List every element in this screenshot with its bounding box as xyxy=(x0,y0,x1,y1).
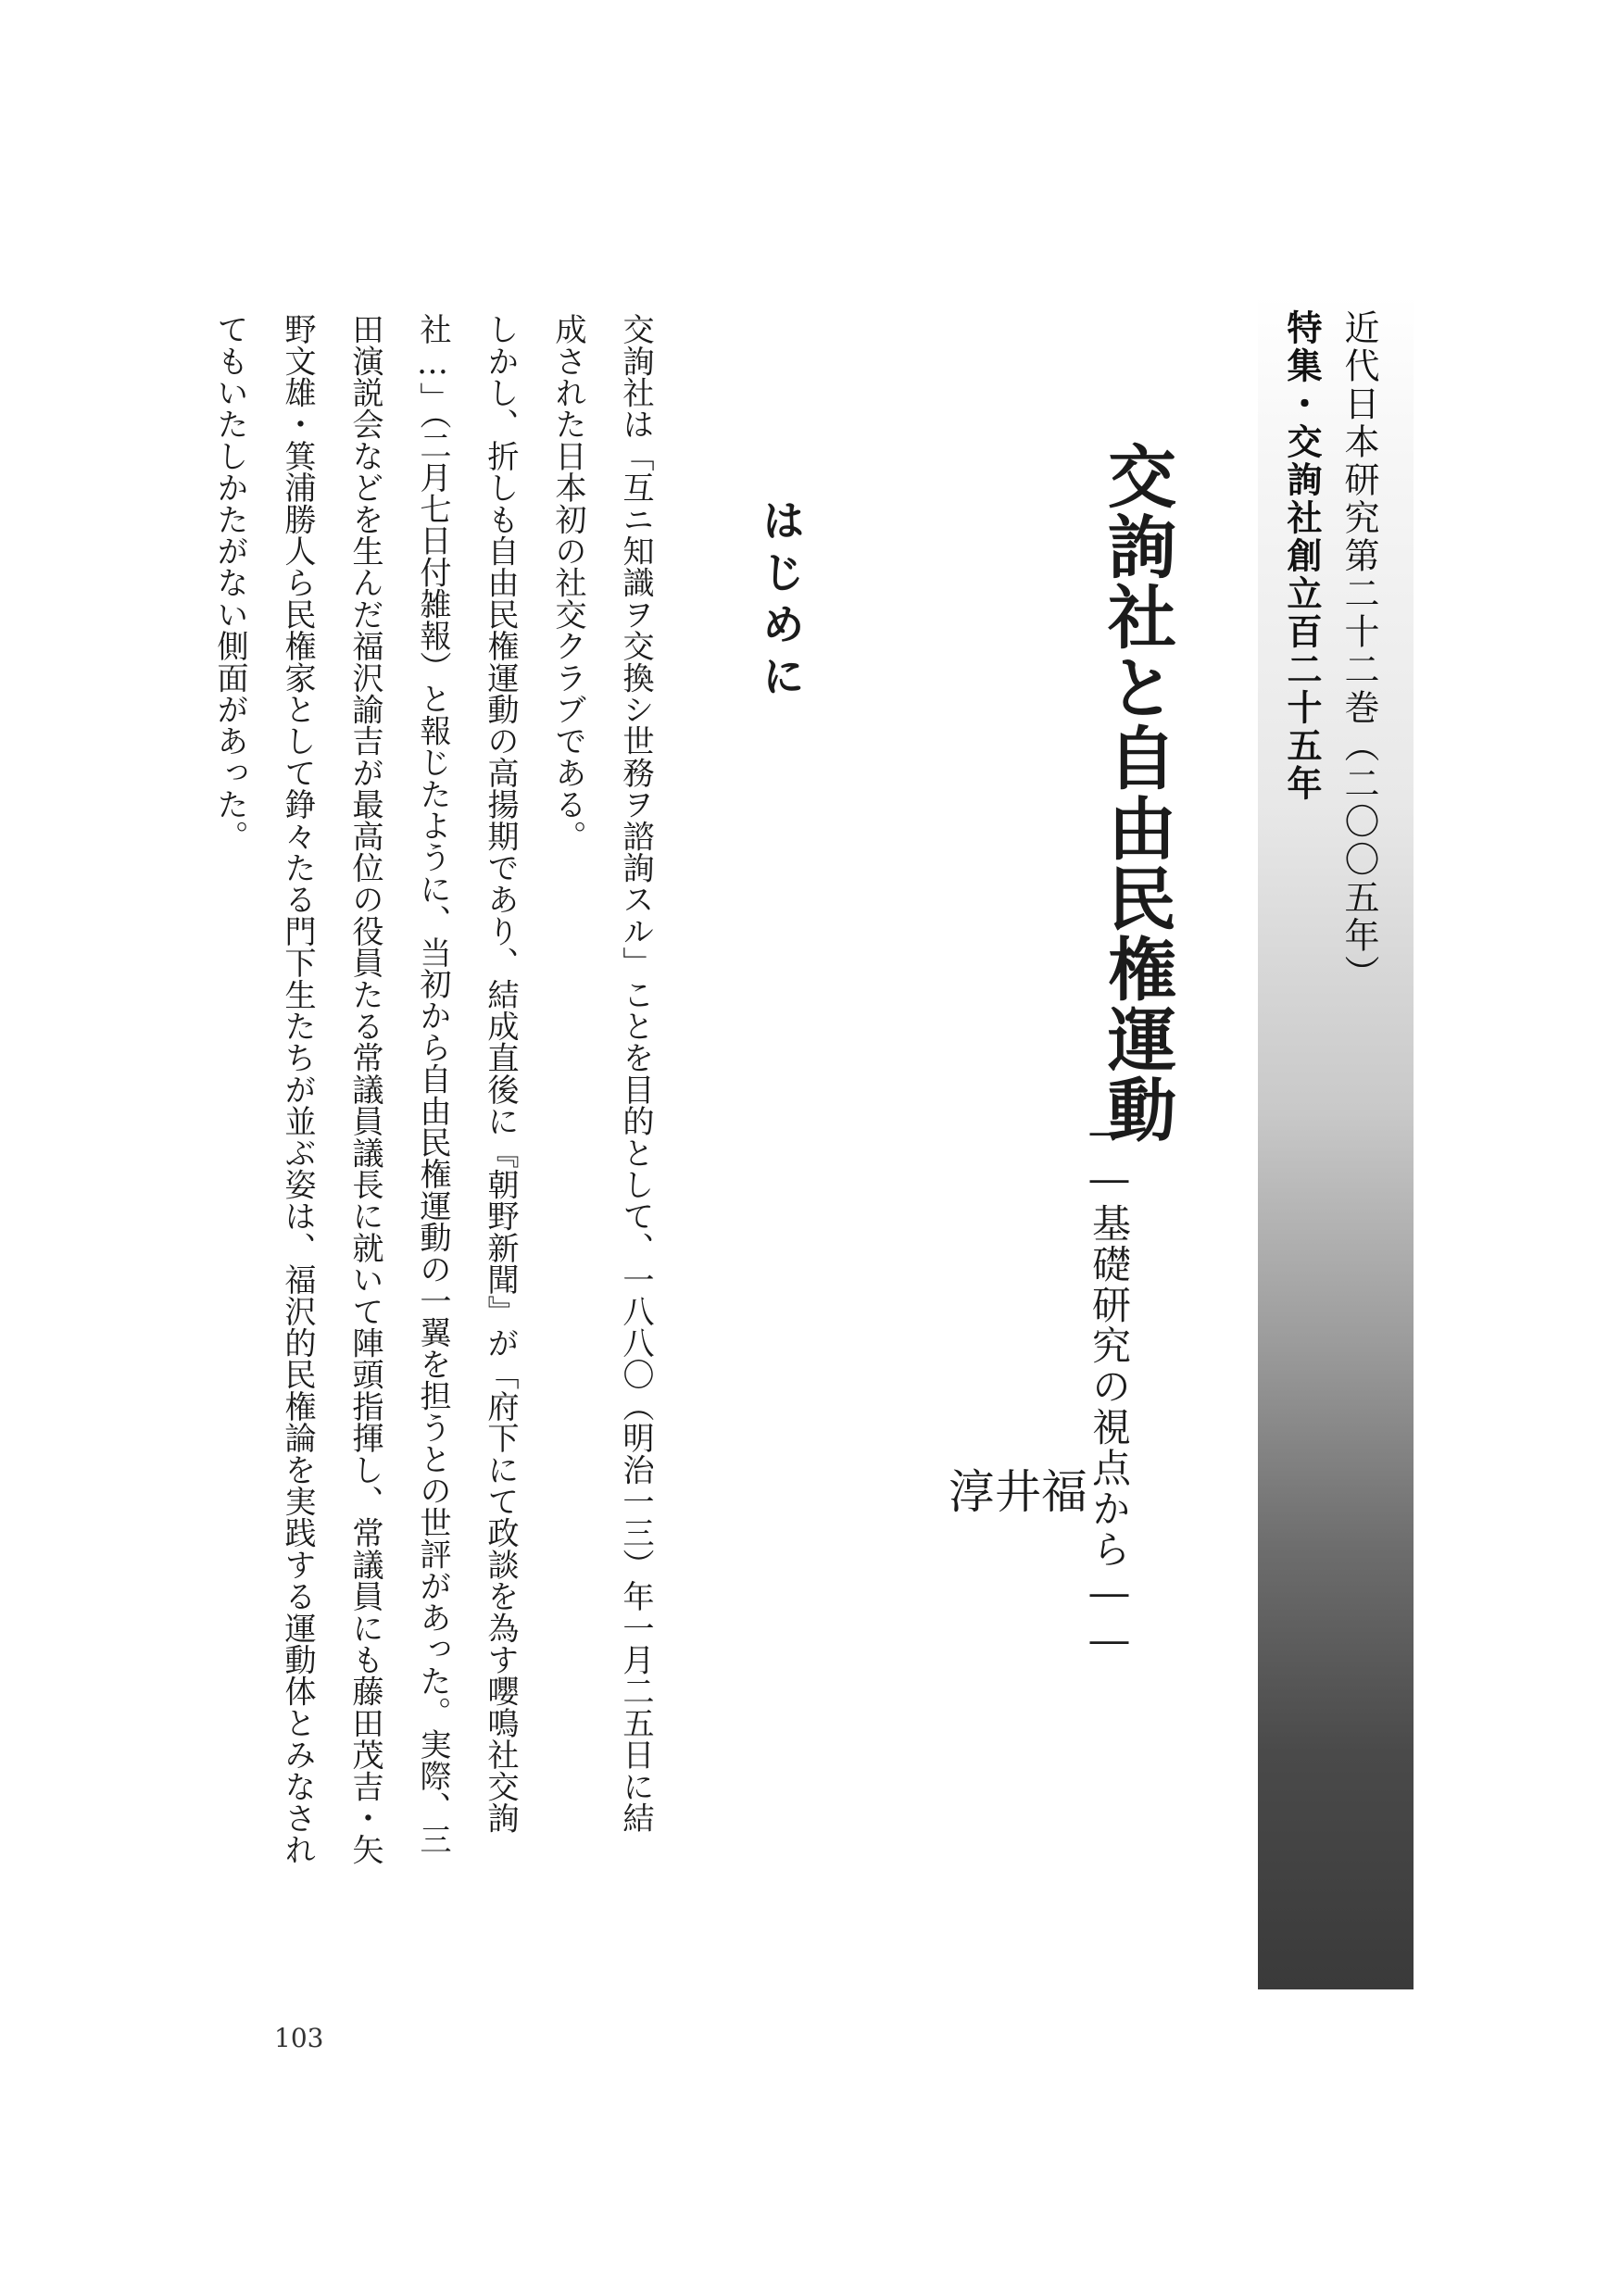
author-name xyxy=(941,1467,1087,1623)
author-char-3: 淳 xyxy=(941,1467,995,1513)
page-number: 103 xyxy=(274,2023,324,2053)
body-column: てもいたしかたがない側面があった。 xyxy=(211,313,248,852)
body-column: 田演説会などを生んだ福沢諭吉が最高位の役員たる常議員議長に就いて陣頭指揮し、常議員にも藤田茂吉・矢 xyxy=(346,313,383,1865)
article-title: 交詢社と自由民権運動 xyxy=(1097,441,1176,1145)
special-issue-line: 特集・交詢社創立百二十五年 xyxy=(1281,309,1322,803)
author-char-2: 井 xyxy=(987,1467,1041,1513)
section-heading: はじめに xyxy=(756,498,806,706)
special-issue-header-band xyxy=(1258,295,1414,1989)
article-subtitle: ――基礎研究の視点から―― xyxy=(1087,1109,1132,1664)
body-column: 成された日本初の社交クラブである。 xyxy=(549,313,586,852)
body-text xyxy=(195,313,669,2017)
body-column: しかし、折しも自由民権運動の高揚期であり、結成直後に『朝野新聞』が「府下にて政談を為す嚶鳴社交詢 xyxy=(482,313,519,1834)
body-column: 交詢社は「互ニ知識ヲ交換シ世務ヲ諮詢スル」ことを目的として、一八八〇（明治一三）年一月二五日に結 xyxy=(617,313,654,1834)
body-column: 野文雄・箕浦勝人ら民権家として錚々たる門下生たちが並ぶ姿は、福沢的民権論を実践する運動体とみなされ xyxy=(279,313,316,1865)
journal-volume-line: 近代日本研究第二十二巻（二〇〇五年） xyxy=(1338,309,1379,993)
author-char-1: 福 xyxy=(1034,1467,1087,1513)
body-column: 社…」（二月七日付雑報）と報じたように、当初から自由民権運動の一翼を担うとの世評があった。実際、三 xyxy=(414,313,451,1855)
